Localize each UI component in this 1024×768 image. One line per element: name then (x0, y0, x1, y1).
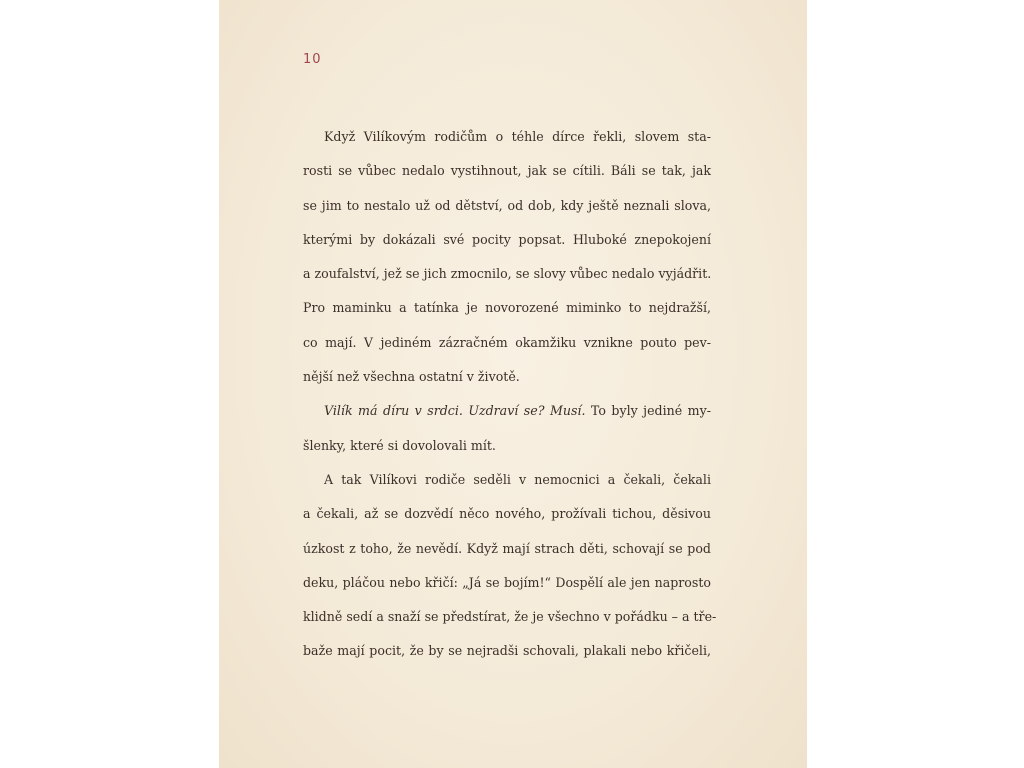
text-line: baže mají pocit, že by se nejradši schovali, plakali nebo křičeli, (303, 643, 711, 659)
text-line: a čekali, až se dozvědí něco nového, prožívali tichou, děsivou (303, 506, 711, 522)
text-line: úzkost z toho, že nevědí. Když mají strach děti, schovají se pod (303, 540, 711, 556)
text-line: se jim to nestalo už od dětství, od dob, kdy ještě neznali slova, (303, 197, 711, 213)
text-line: šlenky, které si dovolovali mít. (303, 437, 496, 453)
body-text (303, 120, 717, 669)
text-line: nější než všechna ostatní v životě. (303, 369, 520, 385)
book-page (219, 0, 807, 768)
text-line: a zoufalství, jež se jich zmocnilo, se slovy vůbec nedalo vyjádřit. (303, 266, 712, 282)
text-line: kterými by dokázali své pocity popsat. Hluboké znepokojení (303, 231, 711, 247)
italic-thought: Vilík má díru v srdci. Uzdraví se? Musí. (324, 403, 586, 419)
text-line (303, 394, 711, 428)
text-line: klidně sedí a snaží se předstírat, že je všechno v pořádku – a tře- (303, 609, 717, 625)
text-segment: To byly jediné my- (585, 403, 711, 419)
text-line: co mají. V jediném zázračném okamžiku vznikne pouto pev- (303, 334, 711, 350)
text-line: deku, pláčou nebo křičí: „Já se bojím!“ Dospělí ale jen naprosto (303, 574, 711, 590)
text-line: A tak Vilíkovi rodiče seděli v nemocnici a čekali, čekali (324, 471, 711, 487)
text-line: Pro maminku a tatínka je novorozené miminko to nejdražší, (303, 300, 711, 316)
text-line: rosti se vůbec nedalo vystihnout, jak se cítili. Báli se tak, jak (303, 163, 711, 179)
text-line: Když Vilíkovým rodičům o téhle dírce řekli, slovem sta- (324, 129, 711, 144)
page-number: 10 (303, 52, 322, 67)
